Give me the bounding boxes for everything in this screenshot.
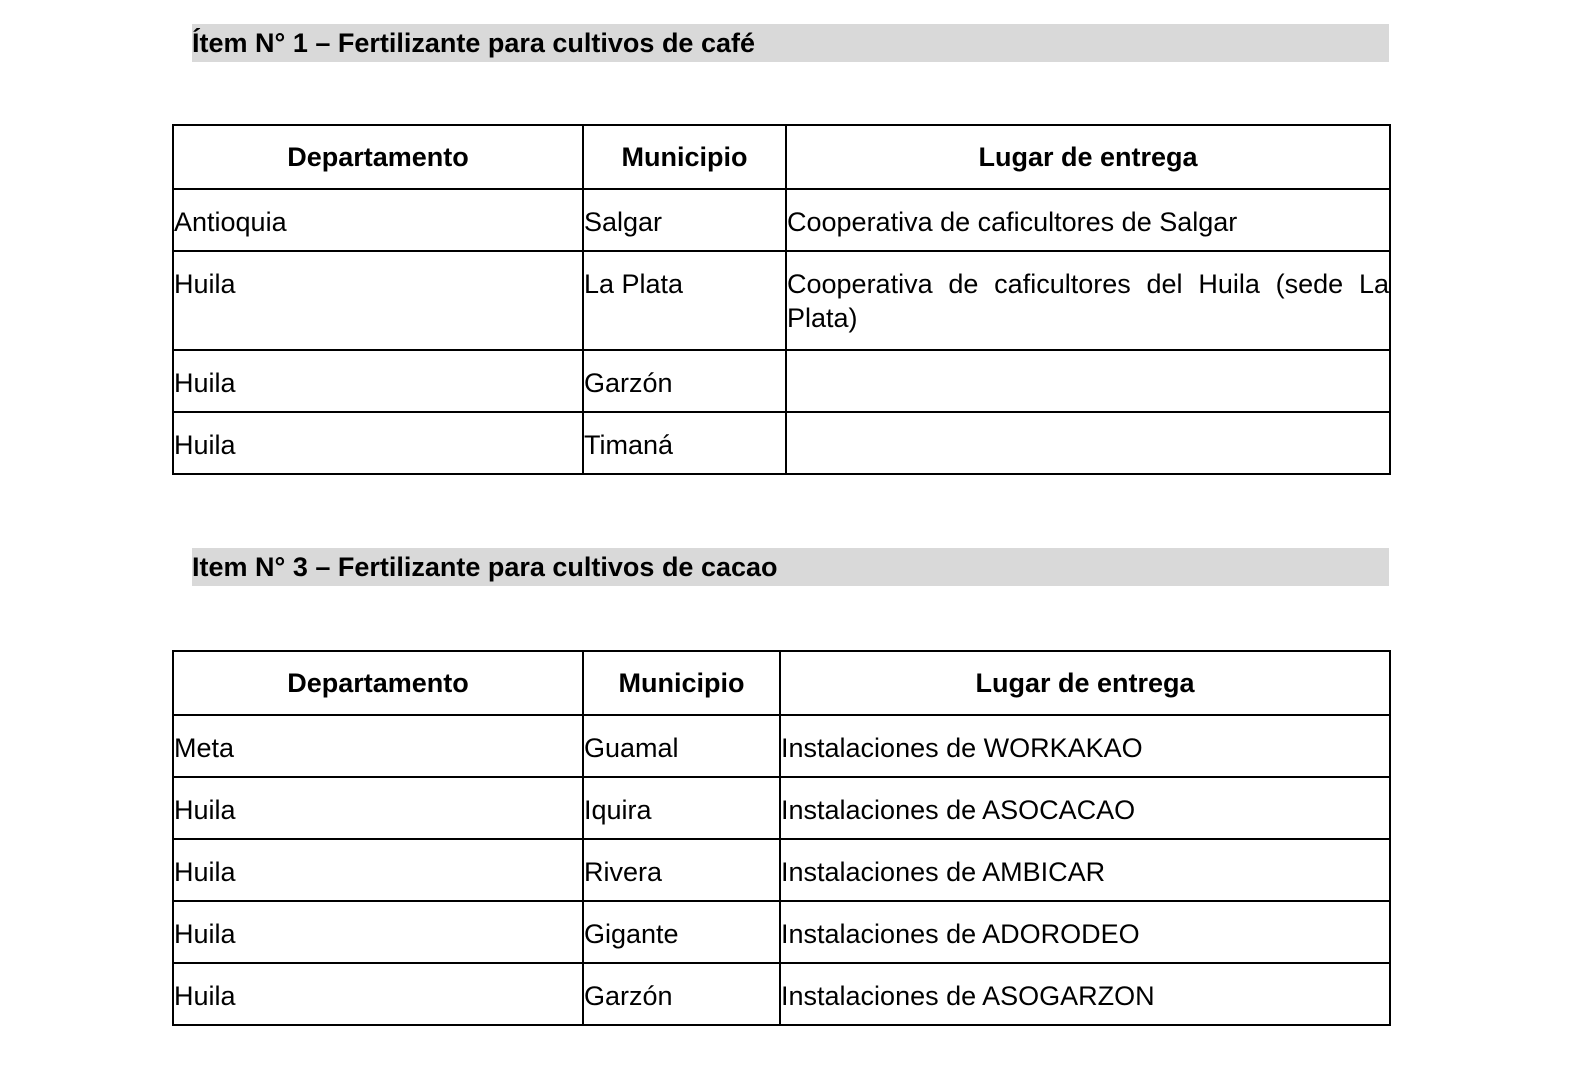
cell-departamento: Antioquia: [173, 189, 583, 251]
column-header-departamento: Departamento: [173, 651, 583, 715]
cell-departamento: Meta: [173, 715, 583, 777]
cell-lugar-de-entrega: Instalaciones de ASOGARZON: [780, 963, 1390, 1025]
table-row: [173, 963, 1390, 1025]
column-header-departamento: Departamento: [173, 125, 583, 189]
cell-municipio: Garzón: [583, 963, 780, 1025]
delivery-table-item-1: [172, 124, 1391, 475]
table-header-row: [173, 651, 1390, 715]
cell-municipio: Timaná: [583, 412, 786, 474]
cell-lugar-de-entrega: Instalaciones de ADORODEO: [780, 901, 1390, 963]
table-row: [173, 777, 1390, 839]
column-header-lugar-de-entrega: Lugar de entrega: [780, 651, 1390, 715]
cell-municipio: Salgar: [583, 189, 786, 251]
section-heading-item-3: Item N° 3 – Fertilizante para cultivos de cacao: [192, 548, 1389, 586]
cell-municipio: Garzón: [583, 350, 786, 412]
table-row: [173, 350, 1390, 412]
cell-lugar-de-entrega: Instalaciones de AMBICAR: [780, 839, 1390, 901]
cell-lugar-de-entrega: Cooperativa de caficultores de Salgar: [786, 189, 1390, 251]
cell-lugar-de-entrega: [786, 350, 1390, 412]
table-row: [173, 901, 1390, 963]
cell-municipio: Guamal: [583, 715, 780, 777]
table-row: [173, 839, 1390, 901]
delivery-table-item-3: [172, 650, 1391, 1026]
cell-lugar-de-entrega: [786, 412, 1390, 474]
cell-departamento: Huila: [173, 412, 583, 474]
cell-departamento: Huila: [173, 963, 583, 1025]
cell-municipio: Gigante: [583, 901, 780, 963]
cell-departamento: Huila: [173, 350, 583, 412]
cell-departamento: Huila: [173, 901, 583, 963]
table-row: [173, 412, 1390, 474]
table-row: [173, 189, 1390, 251]
table-row: [173, 251, 1390, 350]
column-header-lugar-de-entrega: Lugar de entrega: [786, 125, 1390, 189]
table-header-row: [173, 125, 1390, 189]
cell-municipio: Rivera: [583, 839, 780, 901]
cell-municipio: La Plata: [583, 251, 786, 350]
table-row: [173, 715, 1390, 777]
section-heading-item-1: Ítem N° 1 – Fertilizante para cultivos de café: [192, 24, 1389, 62]
column-header-municipio: Municipio: [583, 651, 780, 715]
cell-lugar-de-entrega: Instalaciones de ASOCACAO: [780, 777, 1390, 839]
cell-departamento: Huila: [173, 839, 583, 901]
cell-municipio: Iquira: [583, 777, 780, 839]
cell-lugar-de-entrega: Instalaciones de WORKAKAO: [780, 715, 1390, 777]
cell-departamento: Huila: [173, 251, 583, 350]
cell-lugar-de-entrega: Cooperativa de caficultores del Huila (sede La Plata): [786, 251, 1390, 350]
cell-departamento: Huila: [173, 777, 583, 839]
column-header-municipio: Municipio: [583, 125, 786, 189]
